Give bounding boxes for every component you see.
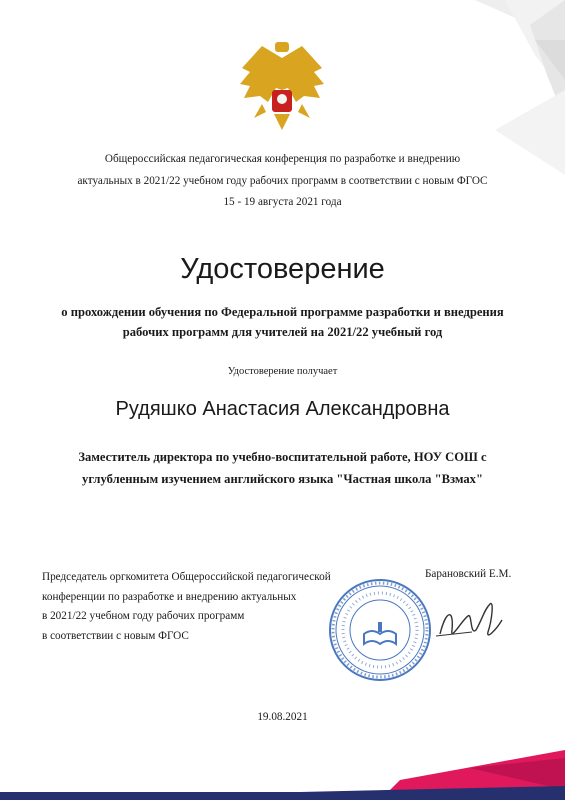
chair-line: конференции по разработке и внедрению актуальных: [42, 590, 297, 603]
recipient-name: Рудяшко Анастасия Александровна: [115, 398, 450, 420]
issue-date: 19.08.2021: [257, 711, 308, 723]
chair-line: Председатель оргкомитета Общероссийской педагогической: [42, 571, 331, 583]
recipient-position: [0, 446, 565, 490]
certificate-title: Удостоверение: [180, 253, 385, 285]
seal-stamp-icon: [328, 578, 432, 682]
conference-dates: 15 - 19 августа 2021 года: [223, 196, 342, 208]
chair-title: [42, 568, 331, 646]
position-line: Заместитель директора по учебно-воспитательной работе, НОУ СОШ с: [78, 450, 487, 464]
conference-title: [0, 149, 565, 214]
chair-line: в соответствии с новым ФГОС: [42, 629, 189, 642]
conference-line: актуальных в 2021/22 учебном году рабочих программ в соответствии с новым ФГОС: [77, 174, 488, 187]
conference-line: Общероссийская педагогическая конференция по разработке и внедрению: [104, 153, 461, 165]
subtitle-line: рабочих программ для учителей на 2021/22 учебный год: [122, 325, 443, 339]
certificate-subtitle: [0, 302, 565, 342]
subtitle-line: о прохождении обучения по Федеральной программе разработки и внедрения: [61, 305, 504, 319]
coat-of-arms-icon: [232, 38, 332, 138]
signature-icon: [432, 590, 508, 650]
recipient-label: Удостоверение получает: [227, 366, 338, 377]
signer-name: Барановский Е.М.: [425, 568, 512, 580]
position-line: углубленным изучением английского языка "Частная школа "Взмах": [82, 472, 483, 486]
chair-line: в 2021/22 учебном году рабочих программ: [42, 610, 245, 622]
bottom-decoration: [0, 750, 565, 800]
